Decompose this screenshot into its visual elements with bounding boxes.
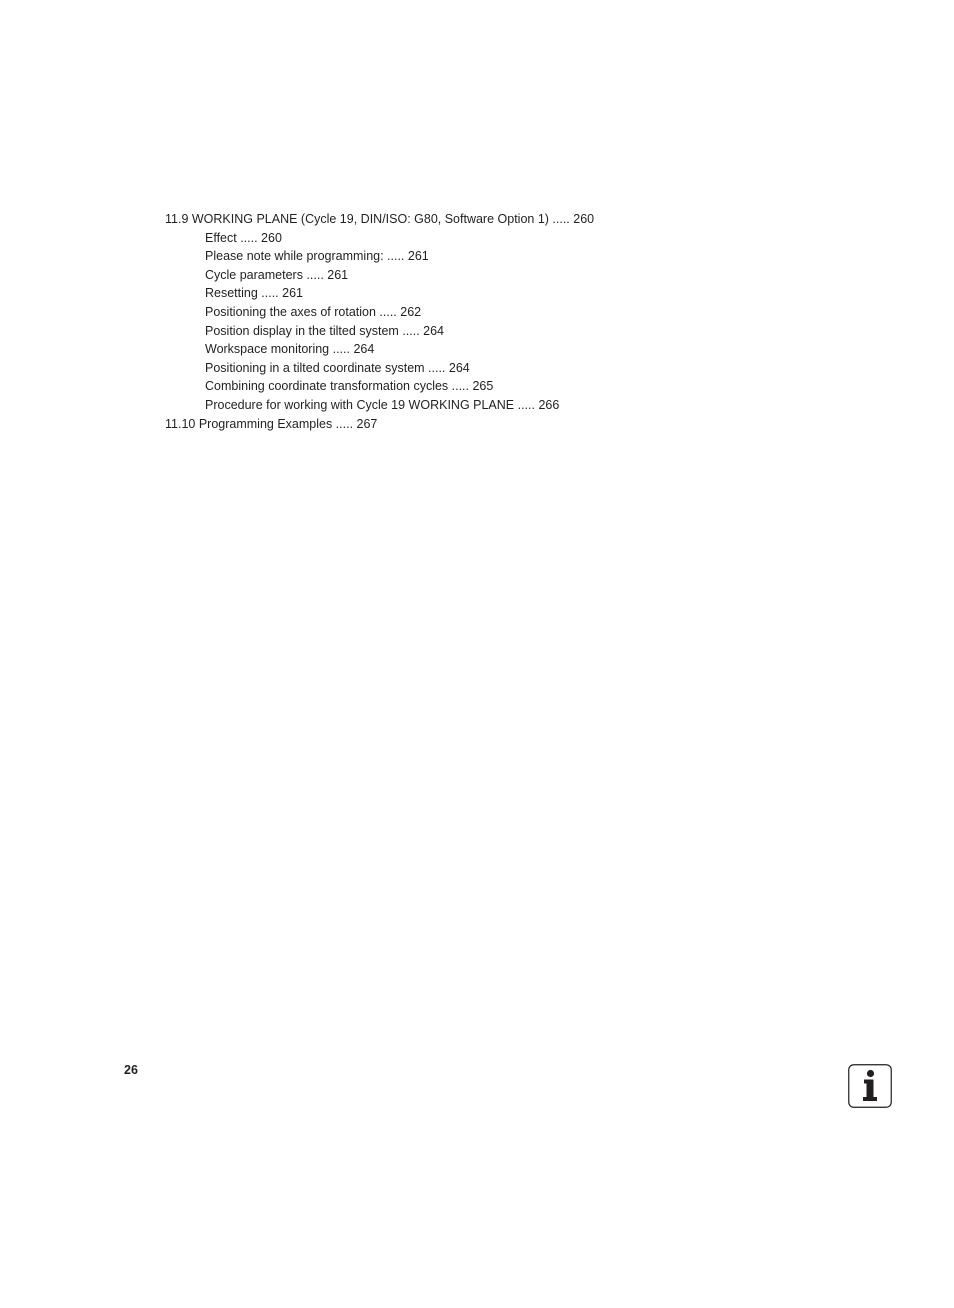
toc-entry[interactable]: 11.10 Programming Examples ..... 267 bbox=[165, 416, 378, 431]
toc-entry[interactable]: Please note while programming: ..... 261 bbox=[205, 249, 429, 264]
toc-entry[interactable]: Cycle parameters ..... 261 bbox=[205, 267, 349, 282]
toc-entry[interactable]: Combining coordinate transformation cycles ..... 265 bbox=[205, 379, 494, 394]
page-number: 26 bbox=[124, 1063, 138, 1077]
toc-entry[interactable]: Position display in the tilted system ..... 264 bbox=[205, 323, 445, 338]
toc-entry[interactable]: Positioning in a tilted coordinate system ..... 264 bbox=[205, 360, 470, 375]
info-icon bbox=[848, 1064, 892, 1108]
toc-entry[interactable]: Positioning the axes of rotation ..... 262 bbox=[205, 304, 422, 319]
toc-entry[interactable]: Workspace monitoring ..... 264 bbox=[205, 342, 375, 357]
toc-entry[interactable]: Resetting ..... 261 bbox=[205, 286, 303, 301]
toc-entry[interactable]: Effect ..... 260 bbox=[205, 230, 282, 245]
toc-entry[interactable]: 11.9 WORKING PLANE (Cycle 19, DIN/ISO: G80, Software Option 1) ..... 260 bbox=[165, 212, 595, 226]
table-of-contents bbox=[165, 210, 865, 433]
toc-entry[interactable]: Procedure for working with Cycle 19 WORKING PLANE ..... 266 bbox=[205, 397, 560, 412]
